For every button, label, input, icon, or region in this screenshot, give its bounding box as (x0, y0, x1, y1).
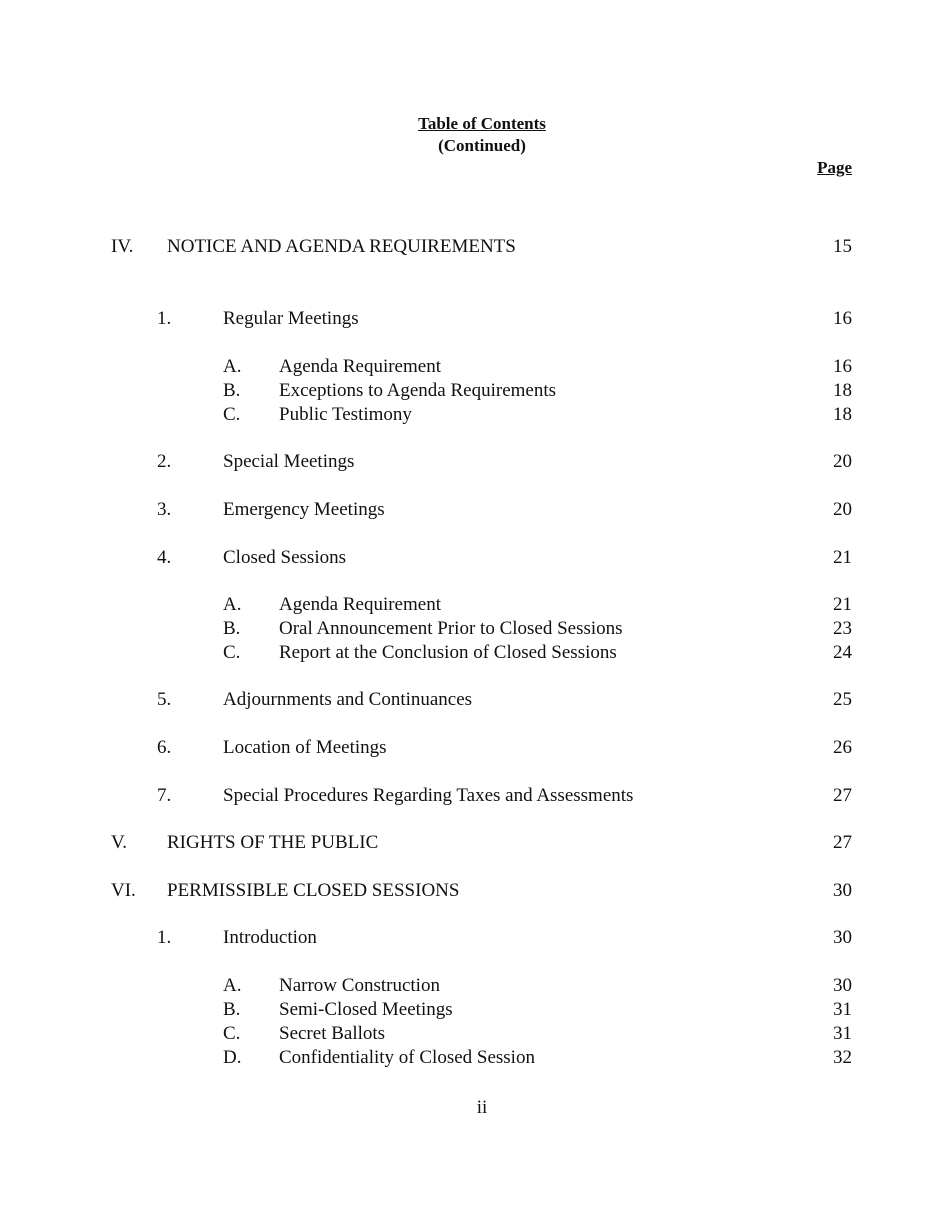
toc-entry-label: Special Meetings (223, 451, 355, 472)
toc-entry (0, 641, 950, 665)
toc-entry (0, 974, 950, 998)
toc-entry-label: Special Procedures Regarding Taxes and Assessments (223, 785, 634, 806)
toc-entry-label: Adjournments and Continuances (223, 689, 473, 710)
toc-entry-number: 6. (157, 737, 172, 758)
toc-entry-page: 23 (833, 618, 852, 639)
toc-entry-label: Oral Announcement Prior to Closed Sessions (279, 618, 623, 639)
toc-entry-number: VI. (111, 880, 136, 901)
toc-entry-label: Semi-Closed Meetings (279, 999, 453, 1020)
toc-entry-label: Agenda Requirement (279, 594, 441, 615)
toc-entry-label: Location of Meetings (223, 737, 387, 758)
toc-entry-label: Report at the Conclusion of Closed Sessions (279, 642, 617, 663)
toc-entry (0, 784, 950, 808)
toc-entry-page: 18 (833, 380, 852, 401)
toc-entry (0, 546, 950, 570)
toc-entry-page: 31 (833, 999, 852, 1020)
toc-entry-label: Emergency Meetings (223, 499, 385, 520)
toc-entry-number: 5. (157, 689, 172, 710)
toc-entry-page: 18 (833, 404, 852, 425)
toc-entry-page: 27 (833, 785, 852, 806)
toc-entry-number: V. (111, 832, 128, 853)
toc-entry-number: B. (223, 380, 241, 401)
toc-entry-label: Confidentiality of Closed Session (279, 1047, 535, 1068)
toc-entry-number: B. (223, 618, 241, 639)
toc-entry-label: Introduction (223, 927, 317, 948)
toc-entry-page: 27 (833, 832, 852, 853)
toc-entry-label: PERMISSIBLE CLOSED SESSIONS (167, 880, 460, 901)
toc-entry (0, 926, 950, 950)
toc-entry-page: 21 (833, 594, 852, 615)
toc-entry-label: Narrow Construction (279, 975, 440, 996)
toc-entry-page: 21 (833, 547, 852, 568)
toc-entry-label: Regular Meetings (223, 308, 359, 329)
toc-entry (0, 998, 950, 1022)
page-number: ii (476, 1097, 488, 1118)
toc-entry-page: 26 (833, 737, 852, 758)
toc-entry-number: C. (223, 1023, 241, 1044)
toc-entry-page: 31 (833, 1023, 852, 1044)
toc-entry-label: RIGHTS OF THE PUBLIC (167, 832, 379, 853)
toc-entry-number: C. (223, 404, 241, 425)
toc-entry (0, 1022, 950, 1046)
toc-entry-page: 20 (833, 499, 852, 520)
toc-entry-page: 30 (833, 975, 852, 996)
toc-entry (0, 617, 950, 641)
toc-entry-label: NOTICE AND AGENDA REQUIREMENTS (167, 236, 516, 257)
page-column-heading: Page (817, 158, 852, 177)
toc-entry-number: B. (223, 999, 241, 1020)
toc-entry (0, 736, 950, 760)
toc-entry (0, 831, 950, 855)
toc-entry (0, 593, 950, 617)
toc-entry-page: 32 (833, 1047, 852, 1068)
toc-entry (0, 498, 950, 522)
toc-entry-label: Secret Ballots (279, 1023, 386, 1044)
toc-entry (0, 1046, 950, 1070)
toc-entry (0, 688, 950, 712)
toc-entry (0, 355, 950, 379)
toc-subtitle: (Continued) (438, 136, 526, 155)
toc-entry-number: A. (223, 356, 242, 377)
toc-entry-page: 16 (833, 308, 852, 329)
toc-entry-page: 25 (833, 689, 852, 710)
toc-entry-number: 1. (157, 308, 172, 329)
toc-entry (0, 450, 950, 474)
toc-entry-number: 2. (157, 451, 172, 472)
toc-entry-page: 30 (833, 880, 852, 901)
toc-entry-number: D. (223, 1047, 242, 1068)
toc-entry-label: Exceptions to Agenda Requirements (279, 380, 557, 401)
toc-entry-number: 1. (157, 927, 172, 948)
toc-entry-number: 7. (157, 785, 172, 806)
toc-entry (0, 379, 950, 403)
toc-entry (0, 307, 950, 331)
toc-entry-label: Agenda Requirement (279, 356, 441, 377)
toc-entry-number: A. (223, 975, 242, 996)
toc-entry-label: Closed Sessions (223, 547, 346, 568)
toc-entry-label: Public Testimony (279, 404, 412, 425)
toc-entry-page: 20 (833, 451, 852, 472)
toc-entry-number: 4. (157, 547, 172, 568)
toc-entry-number: IV. (111, 236, 134, 257)
toc-entry-page: 15 (833, 236, 852, 257)
toc-entry-page: 24 (833, 642, 852, 663)
toc-title: Table of Contents (418, 114, 546, 133)
toc-entry-number: 3. (157, 499, 172, 520)
toc-entry-page: 16 (833, 356, 852, 377)
toc-entry (0, 235, 950, 259)
toc-entry (0, 403, 950, 427)
toc-entry-page: 30 (833, 927, 852, 948)
toc-entry-number: C. (223, 642, 241, 663)
toc-entry (0, 879, 950, 903)
toc-entry-number: A. (223, 594, 242, 615)
